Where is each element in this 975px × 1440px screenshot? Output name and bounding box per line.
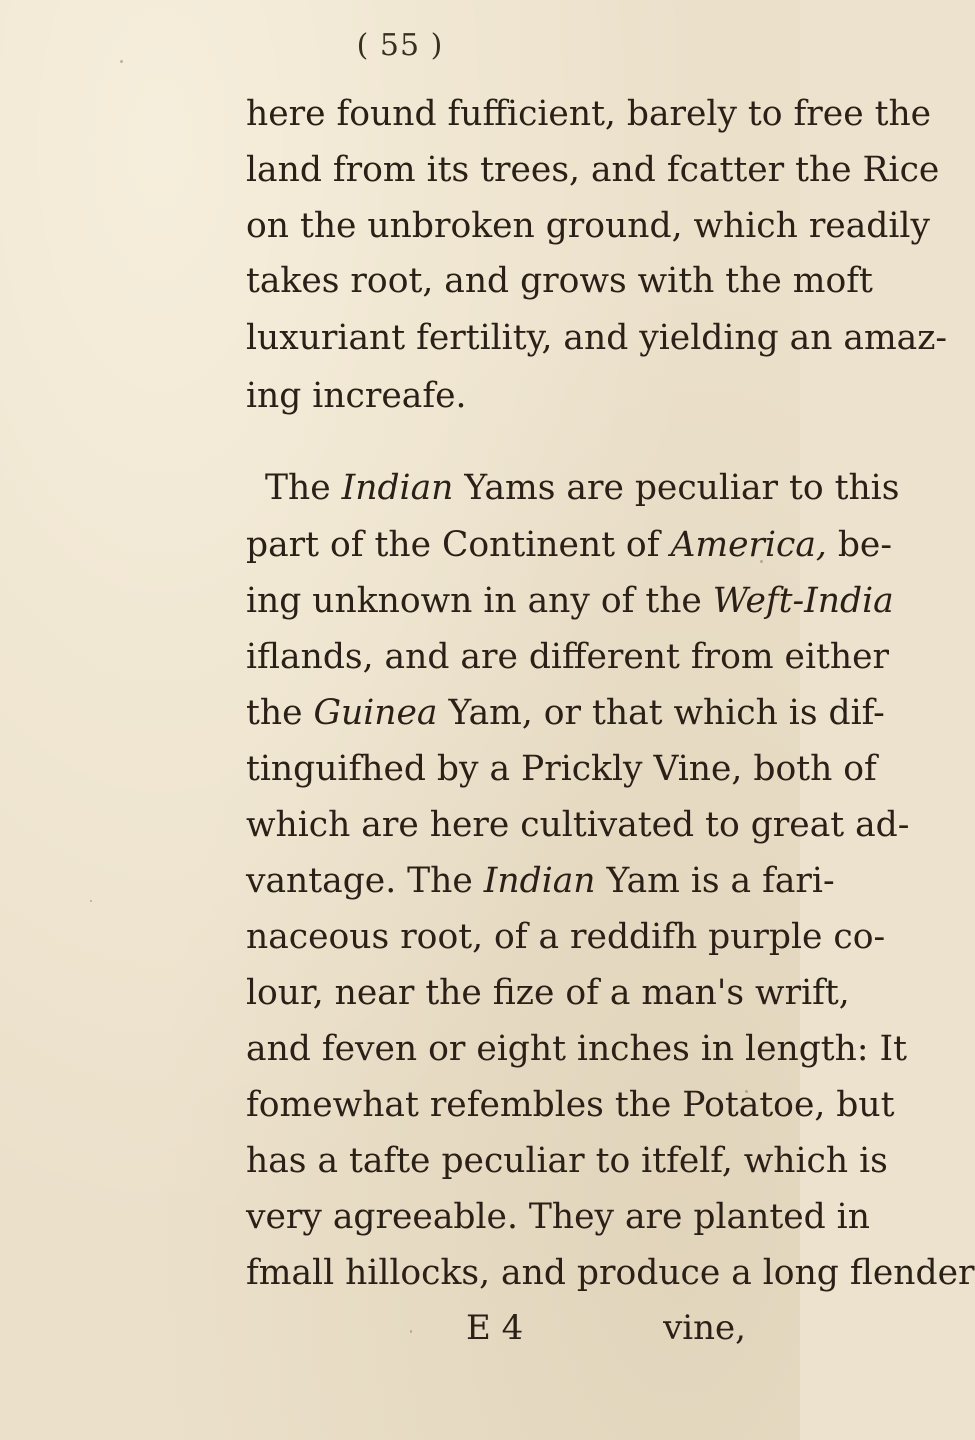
- text-line: lour, near the fize of a man's wrift,: [246, 973, 850, 1013]
- page-number: ( 55 ): [356, 28, 444, 63]
- signature-mark: E 4: [466, 1308, 524, 1348]
- text-line: fmall hillocks, and produce a long flender: [246, 1253, 975, 1293]
- page-footer: [246, 1308, 746, 1348]
- text-line: on the unbroken ground, which readily: [246, 206, 930, 246]
- text-line: here found fufficient, barely to free the: [246, 94, 932, 134]
- text-line: the Guinea Yam, or that which is dif-: [246, 693, 885, 733]
- text-line: luxuriant fertility, and yielding an amaz-: [246, 318, 948, 358]
- italic-word: Weft-India: [712, 581, 894, 621]
- italic-word: Indian: [483, 861, 596, 901]
- text-line: naceous root, of a reddifh purple co-: [246, 917, 886, 957]
- text-line: The Indian Yams are peculiar to this: [265, 468, 900, 508]
- text-line: which are here cultivated to great ad-: [246, 805, 910, 845]
- text-line: vantage. The Indian Yam is a fari-: [246, 861, 835, 901]
- text-line: ing increafe.: [246, 376, 467, 416]
- catchword: vine,: [663, 1308, 746, 1348]
- paper-speck: [90, 900, 92, 902]
- text-line: land from its trees, and fcatter the Rice: [246, 150, 940, 190]
- italic-word: America,: [670, 525, 827, 565]
- text-line: fomewhat refembles the Potatoe, but: [246, 1085, 895, 1125]
- text-line: iflands, and are different from either: [246, 637, 890, 677]
- italic-word: Guinea: [313, 693, 438, 733]
- text-line: tinguifhed by a Prickly Vine, both of: [246, 749, 877, 789]
- text-line: and feven or eight inches in length: It: [246, 1029, 907, 1069]
- text-line: ing unknown in any of the Weft-India: [246, 581, 894, 621]
- text-line: has a tafte peculiar to itfelf, which is: [246, 1141, 888, 1181]
- text-line: takes root, and grows with the moft: [246, 261, 873, 301]
- text-line: part of the Continent of America, be-: [246, 525, 893, 565]
- text-line: very agreeable. They are planted in: [246, 1197, 870, 1237]
- italic-word: Indian: [341, 468, 454, 508]
